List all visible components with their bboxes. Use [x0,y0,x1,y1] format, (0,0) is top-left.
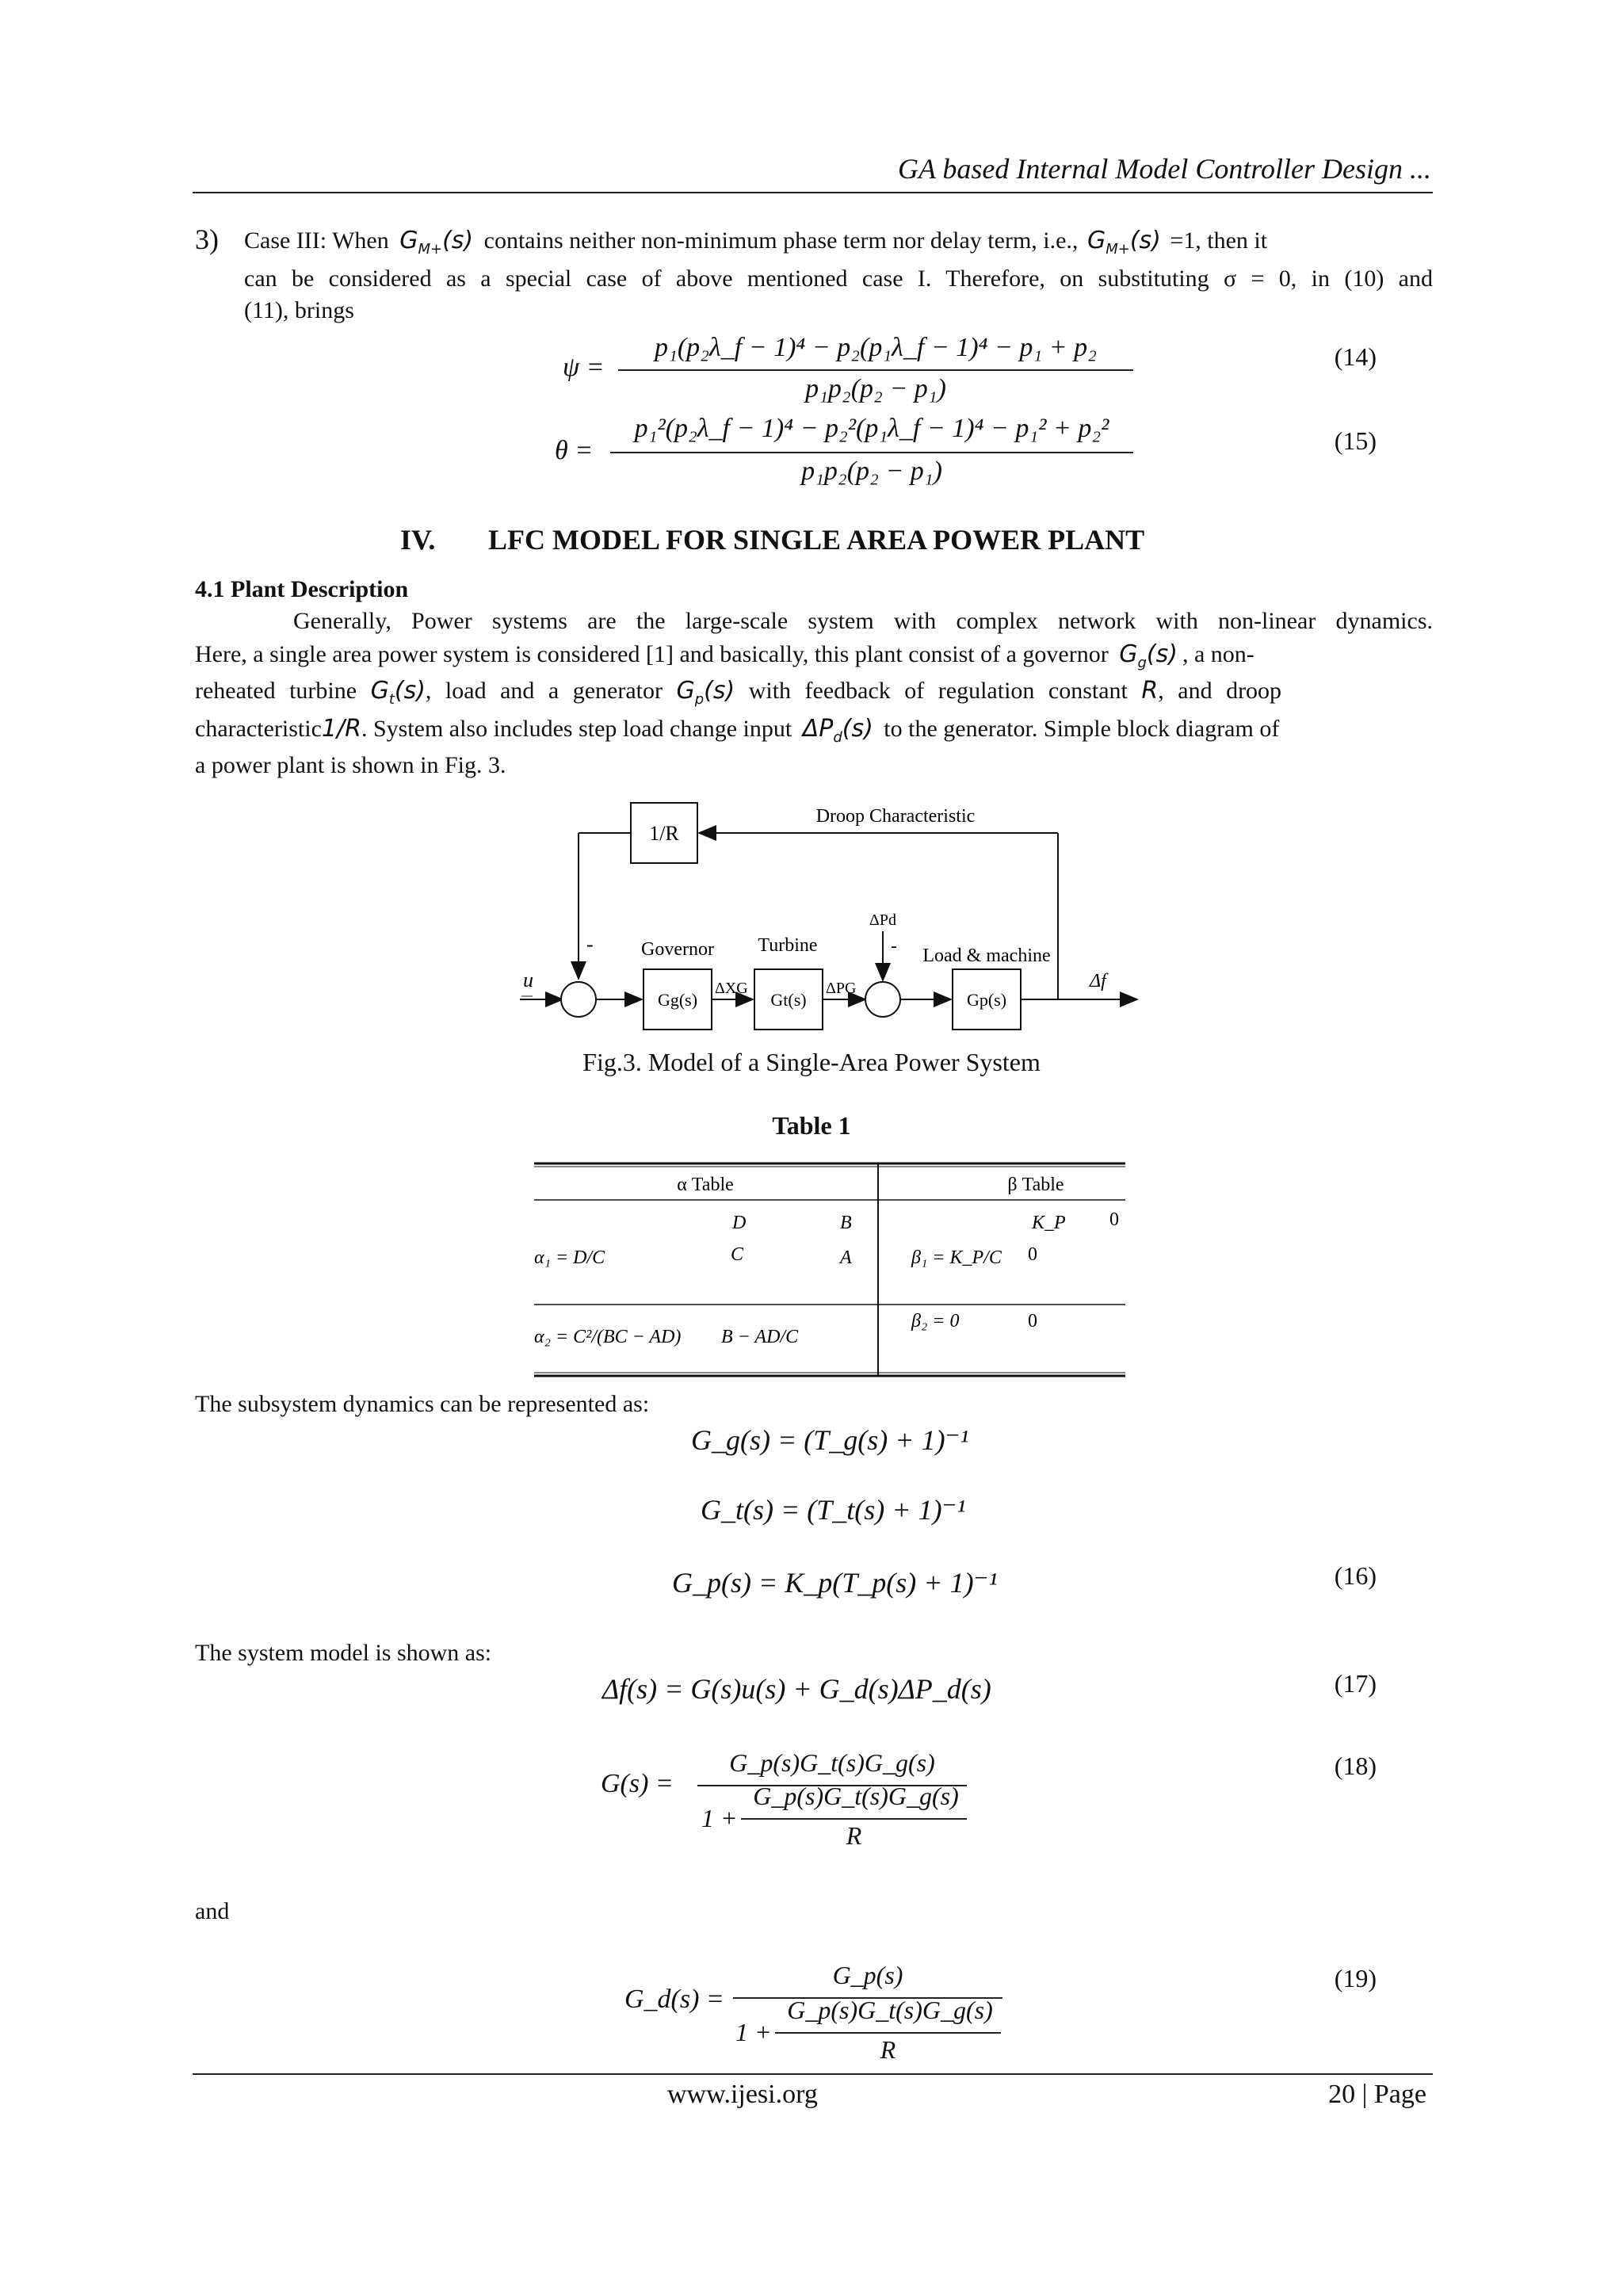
minus-sign-2: - [891,936,897,957]
dpd-label: ΔPd [869,911,896,929]
header-rule [193,192,1433,193]
plant-p3b: , load and a generator [425,678,663,704]
eq15-denominator: p₁p₂(p₂ − p₁) [801,457,942,486]
eq16-gg: G_g(s) = (T_g(s) + 1)⁻¹ [691,1424,969,1456]
turbine-label: Turbine [758,935,818,956]
turbine-block-label: Gt(s) [770,990,807,1010]
plant-p3a: reheated turbine [195,678,357,704]
cell-r2-beta2: β₂ = 0 [911,1311,960,1331]
cell-r0-b: B [840,1213,852,1233]
cell-r2-alpha2: α₂ = C²/(BC − AD) [534,1327,682,1347]
running-header: GA based Internal Model Controller Design ... [898,153,1431,185]
gm-symbol: $G_{M+}(s)$ [399,227,474,258]
case3-line1 [244,223,1433,267]
case3-part-a: contains neither non-minimum phase term nor delay term, i.e., [483,227,1079,254]
plant-p3d: , and droop [1158,678,1282,704]
dxg-label: ΔXG [715,980,748,997]
eq18-inner-bar [741,1818,967,1820]
cell-r0-kp: K_P [1032,1213,1066,1233]
eq19-inner-denominator: R [880,2035,896,2064]
case-number: 3) [195,223,219,255]
footer-site[interactable]: www.ijesi.org [667,2080,818,2109]
sym-gg: $G_g(s)$ [1119,640,1178,671]
eq19-inner-bar [775,2032,1001,2034]
cell-r1-alpha1: α₁ = D/C [534,1247,605,1268]
cell-r1-c: C [731,1244,744,1265]
eq14-number: (14) [1334,342,1377,371]
plant-p4b: . System also includes step load change input [361,716,792,742]
cell-r2-zero: 0 [1028,1311,1037,1331]
beta-header: β Table [1007,1175,1064,1195]
sym-invr: 1/R [321,715,361,743]
alpha-header: α Table [677,1175,734,1195]
section-number: IV. [400,524,436,556]
minus-sign-1: - [586,933,594,956]
eq16-gp: G_p(s) = K_p(T_p(s) + 1)⁻¹ [672,1567,998,1599]
eq18-numerator: G_p(s)G_t(s)G_g(s) [729,1748,935,1777]
footer-page: 20 | Page [1328,2080,1426,2109]
summing-junction-1 [561,982,596,1017]
summing-junction-2 [865,982,900,1017]
cell-r0-d: D [732,1213,747,1233]
subsection-title: 4.1 Plant Description [195,576,409,602]
eq18-inner-numerator: G_p(s)G_t(s)G_g(s) [753,1782,959,1810]
sym-dpd: $\Delta P_d(s)$ [802,715,873,746]
eq18-inner-denominator: R [846,1821,862,1850]
governor-label: Governor [641,939,714,960]
table-1 [533,1159,1135,1381]
plant-p3c: with feedback of regulation constant [748,678,1128,704]
r-block-label: 1/R [649,822,679,845]
case3-line3: (11), brings [244,297,354,323]
case3-lead: Case III: When [244,227,389,254]
eq14-fraction-bar [618,369,1133,371]
plant-p2b: , a non- [1182,641,1254,667]
eq14-numerator: p₁(p₂λ_f − 1)⁴ − p₂(p₁λ_f − 1)⁴ − p₁ + p₂ [655,333,1097,362]
cell-r2-bad: B − AD/C [721,1327,799,1347]
sym-gt: $G_t(s)$ [370,677,426,708]
plant-p3 [195,674,1433,717]
eq15-numerator: p₁²(p₂λ_f − 1)⁴ − p₂²(p₁λ_f − 1)⁴ − p₁² + p₂² [634,414,1109,443]
eq17-number: (17) [1334,1669,1377,1698]
block-diagram [507,789,1157,1042]
load-block-label: Gp(s) [966,990,1007,1010]
eq19-lhs: G_d(s) = [624,1985,724,2014]
eq19-number: (19) [1334,1964,1377,1992]
eq17: Δf(s) = G(s)u(s) + G_d(s)ΔP_d(s) [602,1673,991,1705]
sym-gp: $G_p(s)$ [676,677,735,708]
eq18-lhs: G(s) = [601,1769,674,1798]
eq15-number: (15) [1334,426,1377,455]
gm-symbol-2: $G_{M+}(s)$ [1086,227,1161,258]
eq16-gt: G_t(s) = (T_t(s) + 1)⁻¹ [701,1494,966,1526]
input-label: u [523,968,533,991]
sym-r: R [1141,677,1159,705]
cell-r1-a: A [840,1247,852,1268]
cell-r0-zero: 0 [1109,1209,1119,1230]
plant-p2a: Here, a single area power system is considered [1] and basically, this plant consist of a governor [195,641,1109,667]
droop-label: Droop Characteristic [815,806,976,827]
plant-p4a: characteristic [195,716,322,742]
and-text: and [195,1898,230,1924]
plant-p1: Generally, Power systems are the large-scale system with complex network with non-linear dynamics. [293,608,1433,634]
eq18-number: (18) [1334,1752,1377,1780]
case3-line2: can be considered as a special case of above mentioned case I. Therefore, on substituting σ = 0, in (10) and [244,266,1433,292]
eq19-inner-numerator: G_p(s)G_t(s)G_g(s) [787,1996,993,2024]
output-label: Δf [1090,971,1106,991]
footer-rule [193,2073,1433,2075]
eq14-denominator: p₁p₂(p₂ − p₁) [805,374,946,403]
load-label: Load & machine [922,946,1051,966]
table-title: Table 1 [772,1111,851,1140]
plant-p5: a power plant is shown in Fig. 3. [195,752,506,778]
eq16-number: (16) [1334,1561,1377,1590]
eq19-one-plus: 1 + [735,2018,772,2046]
system-model-text: The system model is shown as: [195,1640,492,1666]
case3-part-b: =1, then it [1170,227,1268,254]
section-title: LFC MODEL FOR SINGLE AREA POWER PLANT [488,524,1145,556]
cell-r1-beta1: β₁ = K_P/C [911,1247,1002,1268]
subsystem-text: The subsystem dynamics can be represented as: [195,1391,650,1417]
eq18-one-plus: 1 + [701,1804,738,1832]
eq15-lhs: θ = [555,436,594,465]
eq14-lhs: ψ = [563,353,605,382]
governor-block-label: Gg(s) [657,990,698,1010]
eq19-numerator: G_p(s) [832,1961,903,1989]
dpg-label: ΔPG [826,980,857,997]
cell-r1-zero: 0 [1028,1244,1037,1265]
eq15-fraction-bar [610,452,1133,453]
plant-p4c: to the generator. Simple block diagram of [884,716,1280,742]
figure-caption: Fig.3. Model of a Single-Area Power System [582,1048,1041,1076]
